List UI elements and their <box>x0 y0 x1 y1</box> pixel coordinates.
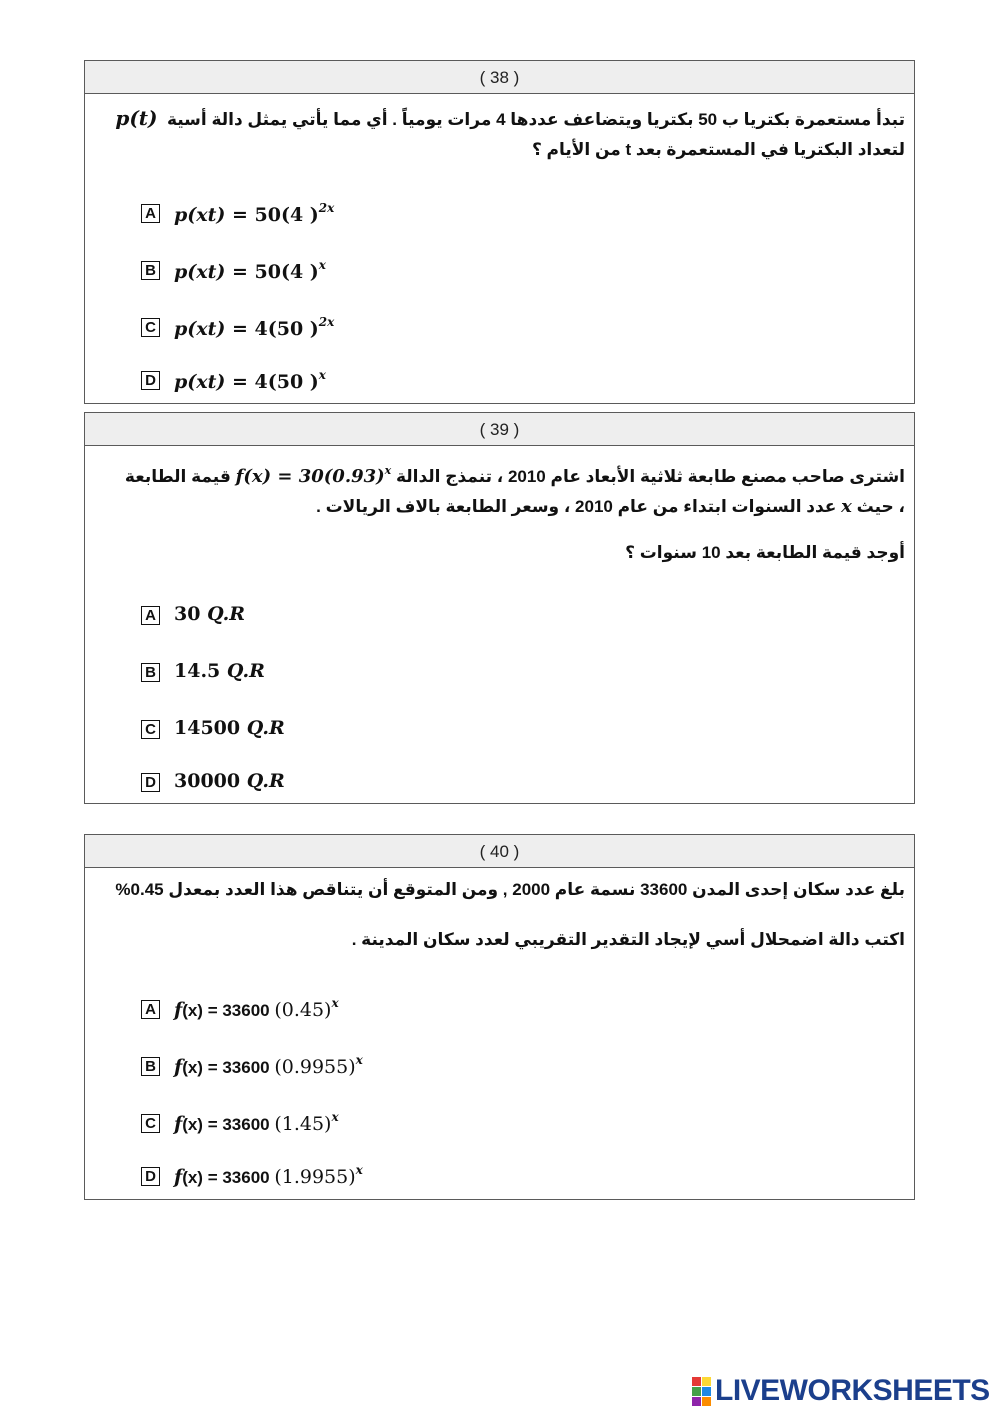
question-40 <box>84 834 915 1200</box>
option-a-answer: p(xt) = 50(4 )$^{2x}$ <box>174 201 335 226</box>
question-text-line-2: اكتب دالة اضمحلال أسي لإيجاد التقدير التقريبي لعدد سكان المدينة . <box>351 930 905 949</box>
liveworksheets-logo <box>692 1374 990 1408</box>
option-letter: B <box>141 1057 160 1076</box>
option-c[interactable] <box>141 716 160 742</box>
option-b-answer: f(x) = 33600 $(0.9955)^x$ <box>174 1053 363 1078</box>
math-expression: p(t) <box>115 106 158 130</box>
option-letter: A <box>141 606 160 625</box>
option-letter: C <box>141 720 160 739</box>
math-expression: $f(x) = 30(0.93)^x$ <box>235 464 392 487</box>
option-letter: A <box>141 204 160 223</box>
option-letter: B <box>141 663 160 682</box>
logo-blocks-icon <box>692 1377 711 1406</box>
option-c-answer: 14500 Q.R <box>174 717 285 739</box>
question-text-line-1: اشترى صاحب مصنع طابعة ثلاثية الأبعاد عام 2010 ، تنمذج الدالة $f(x) = 30(0.93)^x$ قيمة الطابعة <box>124 464 905 487</box>
question-text <box>85 94 914 165</box>
option-letter: D <box>141 371 160 390</box>
question-38 <box>84 60 915 404</box>
option-d[interactable] <box>141 367 160 393</box>
option-letter: C <box>141 318 160 337</box>
option-c-answer: p(xt) = 4(50 )$^{2x}$ <box>174 315 335 340</box>
question-text-line-1: تبدأ مستعمرة بكتريا ب 50 بكتريا ويتضاعف عددها 4 مرات يومياً . أي مما يأتي يمثل دالة أسية p(t) <box>115 106 905 130</box>
question-number: ( 40 ) <box>85 835 914 868</box>
option-b-answer: p(xt) = 50(4 )$^x$ <box>174 258 326 283</box>
question-number: ( 38 ) <box>85 61 914 94</box>
logo-block <box>692 1387 701 1396</box>
logo-block <box>702 1377 711 1386</box>
option-d-answer: 30000 Q.R <box>174 770 285 792</box>
option-d[interactable] <box>141 769 160 795</box>
question-text-line-3: أوجد قيمة الطابعة بعد 10 سنوات ؟ <box>625 543 905 562</box>
option-letter: D <box>141 1167 160 1186</box>
option-letter: B <box>141 261 160 280</box>
option-c[interactable] <box>141 1110 160 1136</box>
question-number: ( 39 ) <box>85 413 914 446</box>
option-b-answer: 14.5 Q.R <box>174 660 265 682</box>
question-39 <box>84 412 915 804</box>
option-b[interactable] <box>141 257 160 283</box>
option-c[interactable] <box>141 314 160 340</box>
option-letter: C <box>141 1114 160 1133</box>
logo-block <box>692 1377 701 1386</box>
question-text <box>85 446 914 568</box>
logo-block <box>692 1397 701 1406</box>
option-a-answer: 30 Q.R <box>174 603 246 625</box>
logo-block <box>702 1387 711 1396</box>
option-d-answer: f(x) = 33600 $(1.9955)^x$ <box>174 1163 363 1188</box>
question-text <box>85 868 914 952</box>
option-d[interactable] <box>141 1163 160 1189</box>
option-d-answer: p(xt) = 4(50 )$^x$ <box>174 368 326 393</box>
option-a-answer: f(x) = 33600 $(0.45)^x$ <box>174 996 339 1021</box>
logo-text: LIVEWORKSHEETS <box>715 1374 990 1407</box>
option-a[interactable] <box>141 996 160 1022</box>
option-letter: A <box>141 1000 160 1019</box>
option-c-answer: f(x) = 33600 $(1.45)^x$ <box>174 1110 339 1135</box>
question-text-line-2: ، حيث x عدد السنوات ابتداء من عام 2010 ، وسعر الطابعة بالاف الريالات . <box>316 496 905 517</box>
logo-block <box>702 1397 711 1406</box>
option-b[interactable] <box>141 659 160 685</box>
option-a[interactable] <box>141 602 160 628</box>
question-text-line-2: لتعداد البكتريا في المستعمرة بعد t من الأيام ؟ <box>531 140 905 159</box>
question-text-line-1: بلغ عدد سكان إحدى المدن 33600 نسمة عام 2000 , ومن المتوقع أن يتناقص هذا العدد بمعدل 0.45% <box>115 880 905 899</box>
option-letter: D <box>141 773 160 792</box>
option-b[interactable] <box>141 1053 160 1079</box>
option-a[interactable] <box>141 200 160 226</box>
